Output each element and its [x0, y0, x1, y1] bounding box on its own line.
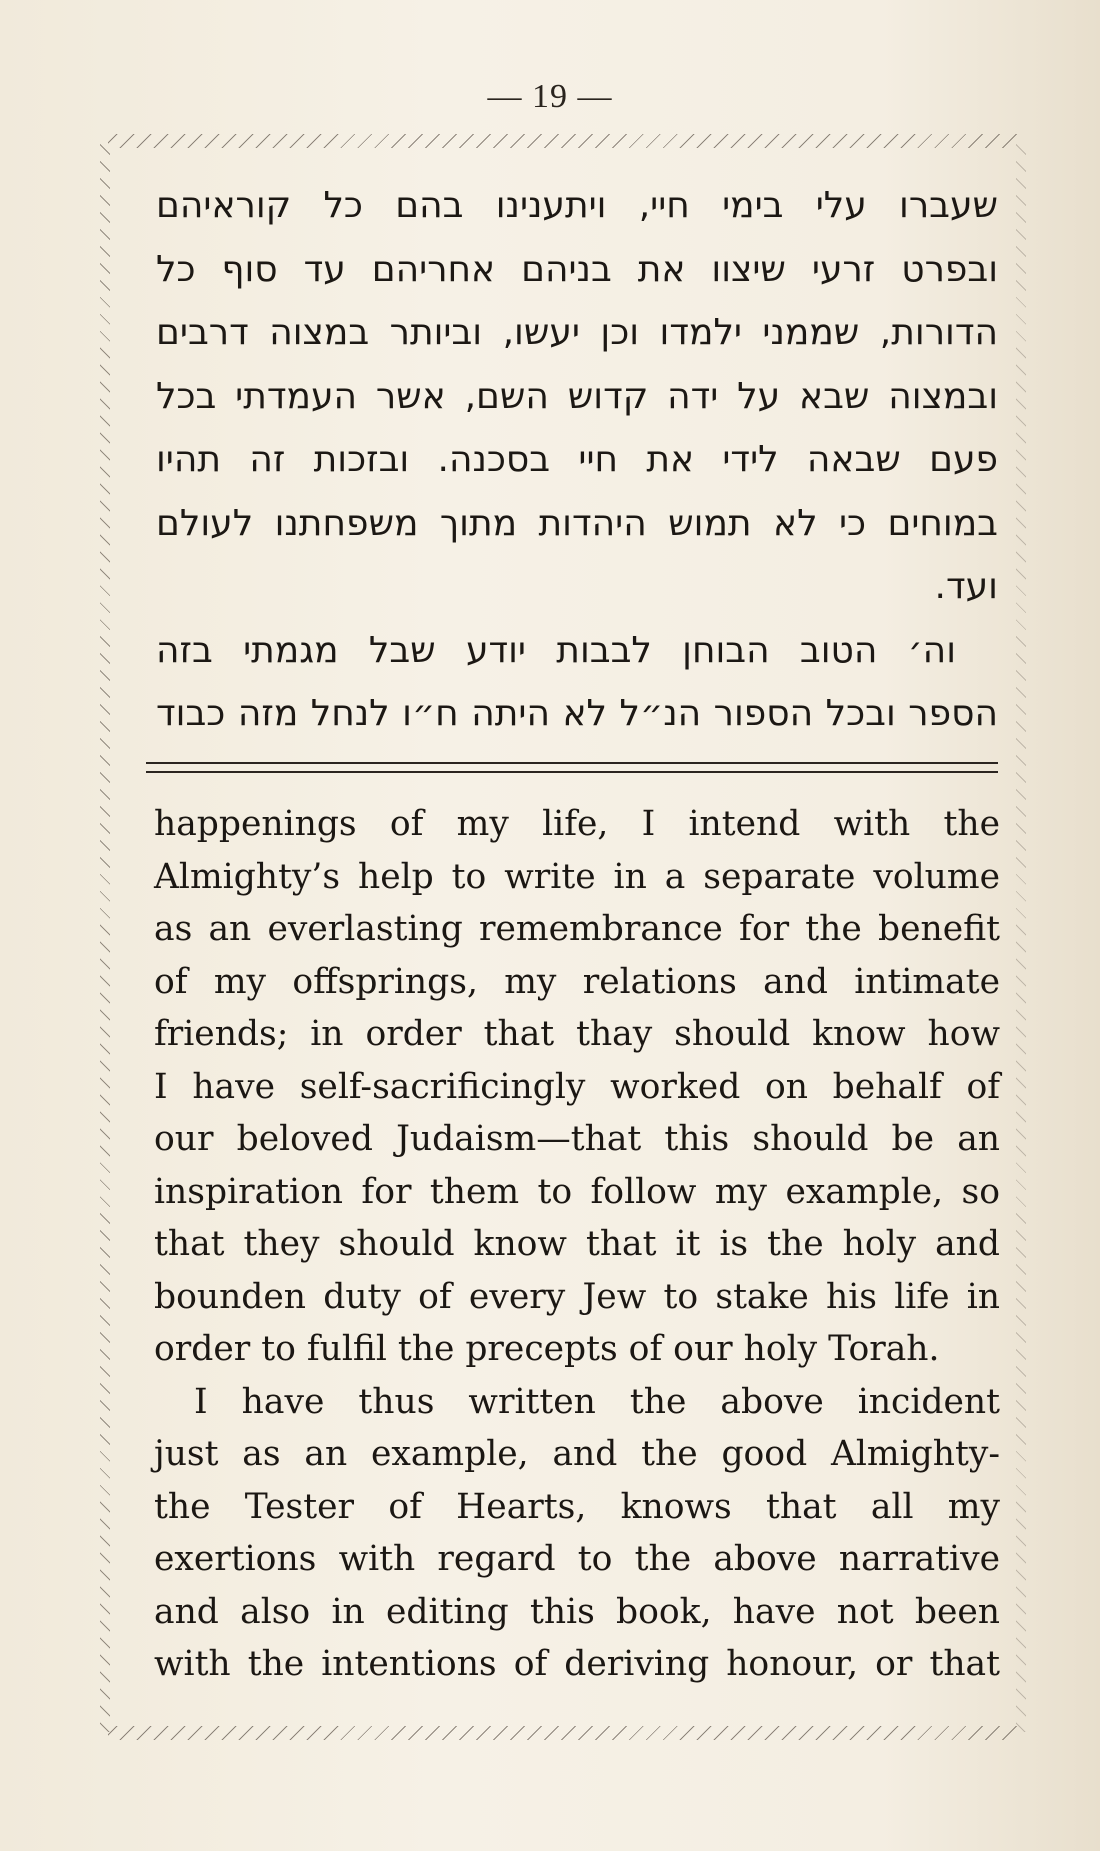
hebrew-line: הספר ובכל הספור הנ״ל לא היתה ח״ו לנחל מזה כבוד [156, 693, 998, 734]
hebrew-line: שעברו עלי בימי חיי, ויתענינו בהם כל קוראיהם [156, 185, 998, 226]
english-line: Almighty’s help to write in a separate volume [154, 856, 1000, 897]
english-line: that they should know that it is the holy and [154, 1224, 1000, 1264]
hebrew-line: וה׳ הטוב הבוחן לבבות יודע שבל מגמתי בזה [156, 629, 956, 671]
ornamental-border-top [108, 134, 1018, 148]
english-line: order to fulfil the precepts of our holy Torah. [154, 1329, 940, 1369]
hebrew-line: פעם שבאה לידי את חיי בסכנה. ובזכות זה תהיו [156, 439, 998, 480]
english-line: the Tester of Hearts, knows that all my [154, 1486, 1000, 1527]
hebrew-line: ועד. [934, 566, 998, 607]
page-frame [108, 142, 1018, 1732]
english-line: as an everlasting remembrance for the benefit [154, 909, 1000, 949]
hebrew-line: ובפרט זרעי שיצוו את בניהם אחריהם עד סוף כל [156, 248, 998, 290]
english-text-block [154, 798, 1000, 1691]
english-line: exertions with regard to the above narrative [154, 1539, 1000, 1579]
double-rule-bottom [146, 771, 998, 773]
english-line: inspiration for them to follow my example, so [154, 1171, 1000, 1212]
hebrew-line: הדורות, שממני ילמדו וכן יעשו, וביותר במצוה דרבים [156, 312, 998, 353]
page-number: — 19 — [487, 78, 613, 115]
english-line: with the intentions of deriving honour, or that [154, 1644, 1000, 1684]
english-line: just as an example, and the good Almighty- [154, 1434, 1000, 1474]
english-line: I have thus written the above incident [194, 1381, 1000, 1422]
ornamental-border-bottom [108, 1726, 1018, 1740]
hebrew-text-block [156, 174, 998, 746]
english-line: I have self-sacrificingly worked on behalf of [154, 1066, 1000, 1107]
english-line: friends; in order that thay should know how [154, 1014, 1000, 1054]
english-line: happenings of my life, I intend with the [154, 804, 1000, 844]
double-rule-top [146, 762, 998, 764]
ornamental-border-left [100, 142, 110, 1732]
english-line: and also in editing this book, have not been [154, 1591, 1000, 1632]
ornamental-border-right [1016, 142, 1026, 1732]
english-line: our beloved Judaism—that this should be an [154, 1119, 1000, 1159]
hebrew-line: במוחים כי לא תמוש היהדות מתוך משפחתנו לעולם [156, 502, 998, 544]
english-line: of my offsprings, my relations and intimate [154, 961, 1000, 1002]
english-line: bounden duty of every Jew to stake his life in [154, 1276, 1000, 1317]
hebrew-line: ובמצוה שבא על ידה קדוש השם, אשר העמדתי בכל [156, 375, 998, 417]
